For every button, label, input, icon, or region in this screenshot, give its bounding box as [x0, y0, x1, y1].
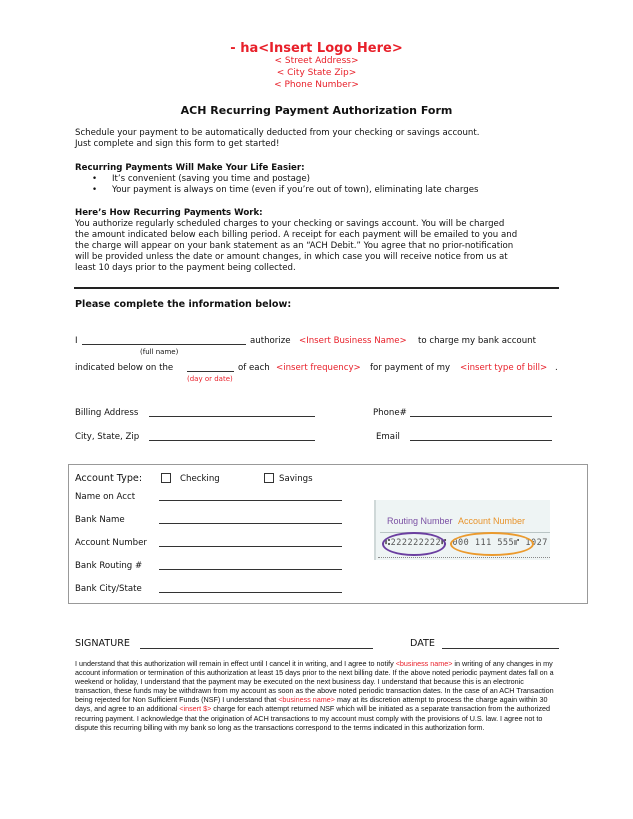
billing-address-label: Billing Address	[75, 408, 139, 418]
savings-checkbox[interactable]	[264, 473, 274, 483]
how-it-works-line: You authorize regularly scheduled charges to your checking or savings account. You will be charged	[75, 219, 505, 229]
bank-city-state-field[interactable]	[159, 592, 342, 593]
how-it-works-line: least 10 days prior to the payment being collected.	[75, 263, 296, 273]
how-it-works-line: the amount indicated below each billing period. A receipt for each payment will be emailed to you and	[75, 230, 518, 240]
check-routing-account-illustration	[374, 500, 550, 560]
for-payment-text: for payment of my	[370, 363, 451, 373]
logo-placeholder: - ha<Insert Logo Here>	[230, 41, 403, 56]
how-it-works-heading: Here’s How Recurring Payments Work:	[75, 208, 263, 218]
authorize-word: authorize	[250, 336, 291, 346]
of-each-text: of each	[238, 363, 270, 373]
bullet-icon: •	[92, 174, 98, 184]
phone-number-placeholder: < Phone Number>	[274, 80, 359, 90]
authorization-terms: I understand that this authorization will remain in effect until I cancel it in writing, and I agree to notify <business name> in writing of any changes in my account information or termination of this authorization at least 15 days prior to the next billing date. If the above noted periodic payment dates fall on a weekend or holiday, I understand that the payment may be executed on the next business day. I understand that because this is an electronic transaction, these funds may be withdrawn from my account as soon as the above noted periodic transaction dates. In the case of an ACH Transaction being rejected for Non Sufficient Funds (NSF) I understand that <business name> may at its discretion attempt to process the charge again within 30 days, and agree to an additional <insert $> charge for each attempt returned NSF which will be initiated as a separate transaction from the authorized recurring payment. I acknowledge that the origination of ACH transactions to my account must comply with the provisions of U.S. law. I agree not to dispute this recurring billing with my bank so long as the transactions correspond to the terms indicated in this authorization form.	[75, 659, 554, 732]
bank-routing-label: Bank Routing #	[75, 561, 143, 571]
account-number-caption: Account Number	[458, 516, 526, 526]
how-it-works-line: the charge will appear on your bank statement as an “ACH Debit.” You agree that no prior-notification	[75, 241, 514, 251]
bullet-icon: •	[92, 185, 98, 195]
city-state-zip-label: City, State, Zip	[75, 432, 140, 442]
street-address-placeholder: < Street Address>	[274, 56, 359, 66]
section-divider	[74, 287, 559, 289]
phone-field[interactable]	[410, 416, 552, 417]
form-heading: Please complete the information below:	[75, 299, 292, 310]
routing-number-caption: Routing Number	[387, 516, 453, 526]
email-label: Email	[376, 432, 400, 442]
savings-label: Savings	[279, 474, 313, 484]
phone-label: Phone#	[373, 408, 407, 418]
day-or-date-field[interactable]	[187, 371, 234, 372]
amount-placeholder: <insert $>	[179, 704, 212, 714]
billing-address-field[interactable]	[149, 416, 315, 417]
account-type-label: Account Type:	[75, 473, 143, 484]
check-perforation	[378, 557, 550, 558]
bill-type-placeholder: <insert type of bill>	[460, 363, 548, 373]
business-name-placeholder: <Insert Business Name>	[299, 336, 407, 346]
signature-label: SIGNATURE	[75, 638, 130, 649]
signature-field[interactable]	[140, 648, 373, 649]
schedule-prefix: indicated below on the	[75, 363, 174, 373]
name-on-acct-label: Name on Acct	[75, 492, 136, 502]
how-it-works-line: will be provided unless the date or amount changes, in which case you will receive notice from us at	[75, 252, 508, 262]
account-number-field[interactable]	[159, 546, 342, 547]
schedule-period: .	[555, 363, 558, 373]
city-state-zip-placeholder: < City State Zip>	[276, 68, 357, 78]
bank-routing-field[interactable]	[159, 569, 342, 570]
date-field[interactable]	[442, 648, 559, 649]
email-field[interactable]	[410, 440, 552, 441]
bank-name-field[interactable]	[159, 523, 342, 524]
frequency-placeholder: <insert frequency>	[276, 363, 361, 373]
authorize-suffix: to charge my bank account	[418, 336, 536, 346]
account-number-highlight-icon	[450, 532, 534, 556]
day-or-date-hint: (day or date)	[187, 375, 233, 383]
name-on-acct-field[interactable]	[159, 500, 342, 501]
date-label: DATE	[410, 638, 435, 649]
account-number-label: Account Number	[75, 538, 147, 548]
routing-number-highlight-icon	[382, 532, 446, 556]
intro-line-1: Schedule your payment to be automatically deducted from your checking or savings account.	[75, 128, 480, 138]
benefits-heading: Recurring Payments Will Make Your Life Easier:	[75, 163, 305, 173]
city-state-zip-field[interactable]	[149, 440, 315, 441]
bank-city-state-label: Bank City/State	[75, 584, 142, 594]
business-name-placeholder: <business name>	[278, 695, 335, 705]
full-name-hint: (full name)	[140, 348, 179, 356]
authorize-prefix: I	[75, 336, 78, 346]
page-title: ACH Recurring Payment Authorization Form	[180, 104, 453, 117]
micr-line: ⑆222222222⑆ 000 111 555⑈ 1027	[385, 538, 548, 548]
intro-line-2: Just complete and sign this form to get started!	[75, 139, 280, 149]
checking-checkbox[interactable]	[161, 473, 171, 483]
business-name-placeholder: <business name>	[395, 659, 453, 668]
bank-name-label: Bank Name	[75, 515, 125, 525]
full-name-field[interactable]	[82, 344, 246, 345]
checking-label: Checking	[180, 474, 220, 484]
